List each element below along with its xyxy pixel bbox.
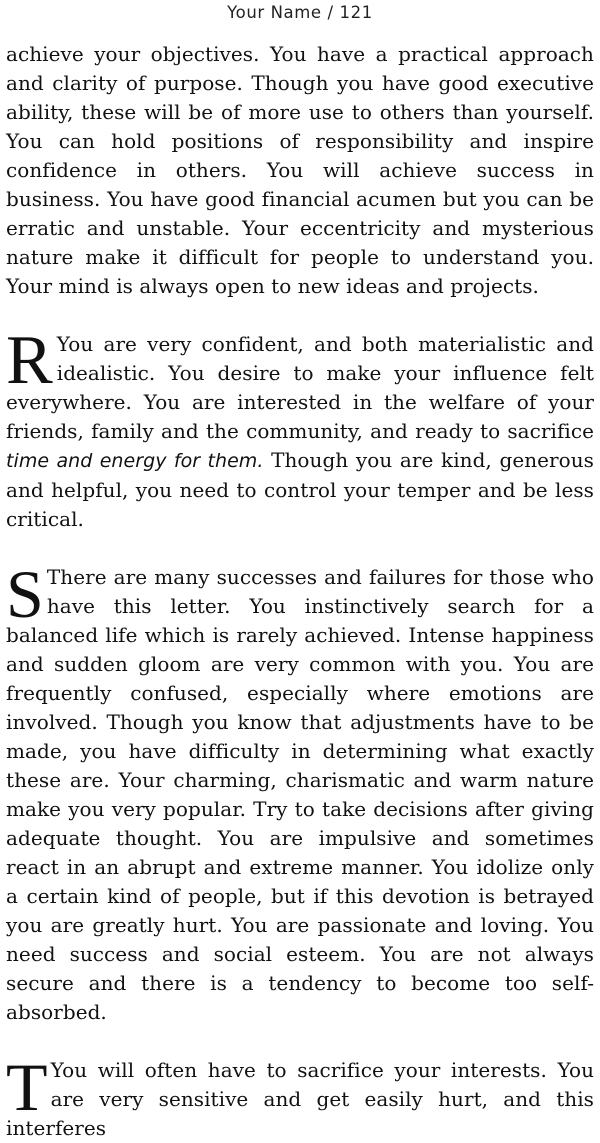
- paragraph-text: Though you are kind, generous and helpful, you need to control your temper and be less critical.: [6, 448, 594, 531]
- dropcap-s: S: [6, 556, 44, 632]
- paragraph-text: achieve your objectives. You have a practical approach and clarity of purpose. Though you have good executive ability, these will be of more use to others than yourself. You can hold positions of responsibility and inspire confidence in others. You will achieve success in business. You have good financial acumen but you can be erratic and unstable. Your eccentricity and mysterious nature make it difficult for people to understand you. Your mind is always open to new ideas and projects.: [6, 42, 594, 298]
- page-body: [6, 40, 594, 1143]
- paragraph-continued: [6, 40, 594, 301]
- running-head: Your Name / 121: [227, 3, 373, 22]
- paragraph-text: You are very confident, and both materialistic and idealistic. You desire to make your influence felt everywhere. You are interested in the welfare of your friends, family and the community, and ready to sacrifice: [6, 332, 594, 443]
- dropcap-t: T: [6, 1049, 48, 1125]
- paragraph-letter-t: [6, 1049, 594, 1143]
- paragraph-text: You will often have to sacrifice your interests. You are very sensitive and get easily hurt, and this interferes: [6, 1058, 594, 1140]
- dropcap-r: R: [6, 322, 53, 399]
- paragraph-text-sans-run: time and energy for them.: [6, 450, 264, 472]
- paragraph-letter-r: [6, 322, 594, 534]
- paragraph-text: There are many successes and failures for those who have this letter. You instinctively search for a balanced life which is rarely achieved. Intense happiness and sudden gloom are very common with you. You are frequently confused, especially where emotions are involved. Though you know that adjustments have to be made, you have difficulty in determining what exactly these are. Your charming, charismatic and warm nature make you very popular. Try to take decisions after giving adequate thought. You are impulsive and sometimes react in an abrupt and extreme manner. You idolize only a certain kind of people, but if this devotion is betrayed you are greatly hurt. You are passionate and loving. You need success and social esteem. You are not always secure and there is a tendency to become too self-absorbed.: [6, 565, 594, 1024]
- paragraph-letter-s: [6, 556, 594, 1027]
